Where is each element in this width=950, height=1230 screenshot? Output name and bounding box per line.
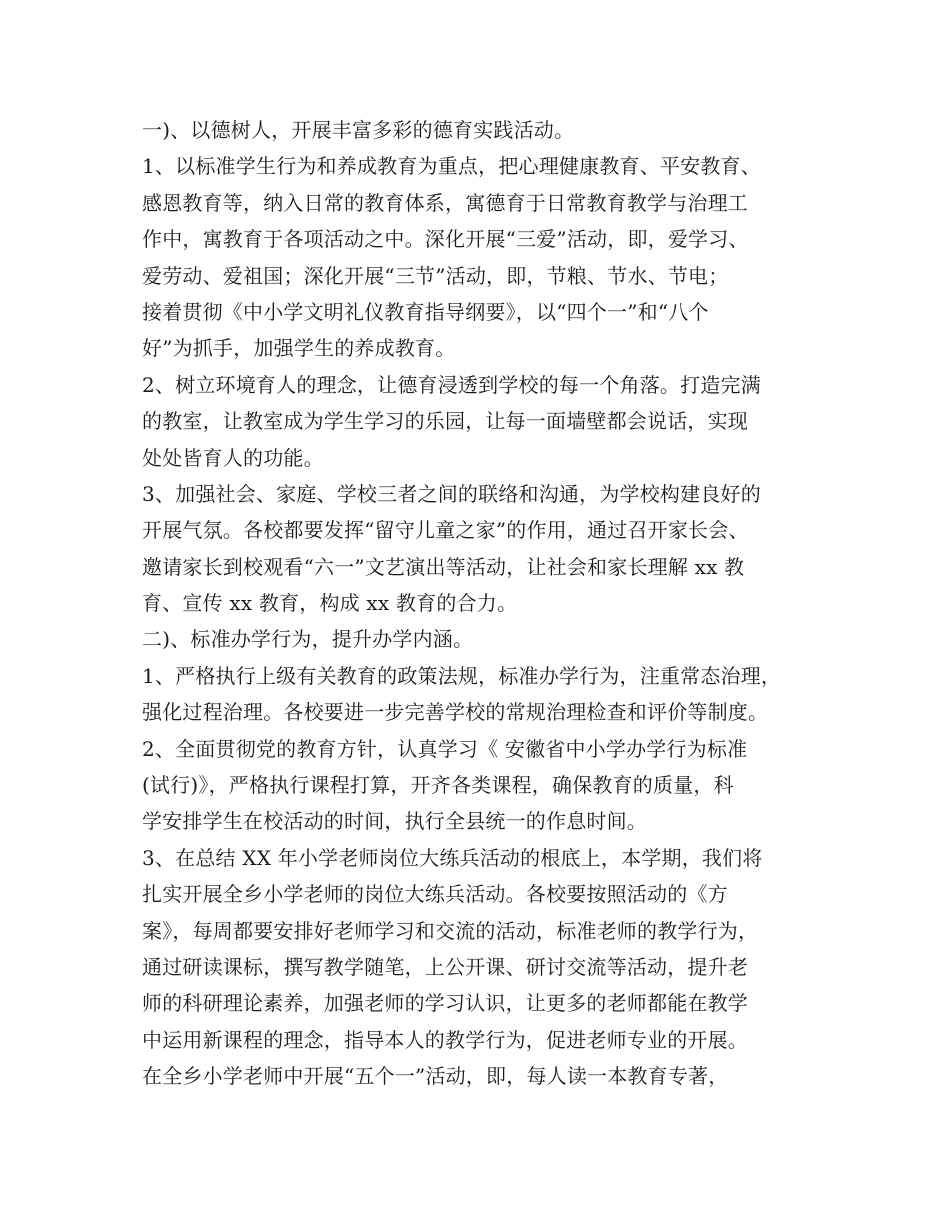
text-line: 1、严格执行上级有关教育的政策法规，标准办学行为，注重常态治理， xyxy=(142,663,782,688)
text-line: 好”为抓手，加强学生的养成教育。 xyxy=(142,336,456,361)
text-line: 2、树立环境育人的理念，让德育浸透到学校的每一个角落。打造完满 xyxy=(142,372,761,397)
text-line: 扎实开展全乡小学老师的岗位大练兵活动。各校要按照活动的《方 xyxy=(142,882,728,907)
text-line: 学安排学生在校活动的时间，执行全县统一的作息时间。 xyxy=(142,809,647,834)
text-line: (试行)》，严格执行课程打算，开齐各类课程，确保教育的质量，科 xyxy=(142,773,734,798)
text-line: 处处皆育人的功能。 xyxy=(142,445,324,470)
text-line: 中运用新课程的理念，指导本人的教学行为，促进老师专业的开展。 xyxy=(142,1027,748,1052)
text-line: 师的科研理论素养，加强老师的学习认识，让更多的老师都能在教学 xyxy=(142,991,748,1016)
document-body xyxy=(142,112,842,1095)
text-line: 开展气氛。各校都要发挥“留守儿童之家”的作用，通过召开家长会、 xyxy=(142,518,749,543)
text-line: 2、全面贯彻党的教育方针，认真学习《 安徽省中小学办学行为标准 xyxy=(142,736,748,761)
text-line: 一)、以德树人，开展丰富多彩的德育实践活动。 xyxy=(142,118,575,142)
text-line: 作中，寓教育于各项活动之中。深化开展“三爱”活动，即，爱学习、 xyxy=(142,227,749,252)
text-line: 强化过程治理。各校要进一步完善学校的常规治理检查和评价等制度。 xyxy=(142,700,769,725)
text-line: 感恩教育等，纳入日常的教育体系，寓德育于日常教育教学与治理工 xyxy=(142,190,748,215)
text-line: 育、宣传 xx 教育，构成 xx 教育的合力。 xyxy=(142,591,518,616)
text-line: 在全乡小学老师中开展“五个一”活动，即，每人读一本教育专著， xyxy=(142,1064,729,1089)
text-line: 3、在总结 XX 年小学老师岗位大练兵活动的根底上，本学期，我们将 xyxy=(142,845,763,870)
text-line: 1、以标准学生行为和养成教育为重点，把心理健康教育、平安教育、 xyxy=(142,154,761,179)
text-line: 爱劳动、爱祖国；深化开展“三节”活动，即，节粮、节水、节电； xyxy=(142,263,729,288)
text-line: 3、加强社会、家庭、学校三者之间的联络和沟通，为学校构建良好的 xyxy=(142,481,761,506)
text-line: 二)、标准办学行为，提升办学内涵。 xyxy=(142,627,474,652)
text-line: 接着贯彻《中小学文明礼仪教育指导纲要》，以“四个一”和“八个 xyxy=(142,299,709,324)
text-line: 案》，每周都要安排好老师学习和交流的活动，标准老师的教学行为， xyxy=(142,918,759,943)
text-line: 通过研读课标，撰写教学随笔，上公开课、研讨交流等活动，提升老 xyxy=(142,954,748,979)
text-line: 的教室，让教室成为学生学习的乐园，让每一面墙壁都会说话，实现 xyxy=(142,409,748,434)
text-line: 邀请家长到校观看“六一”文艺演出等活动，让社会和家长理解 xx 教 xyxy=(142,554,745,579)
